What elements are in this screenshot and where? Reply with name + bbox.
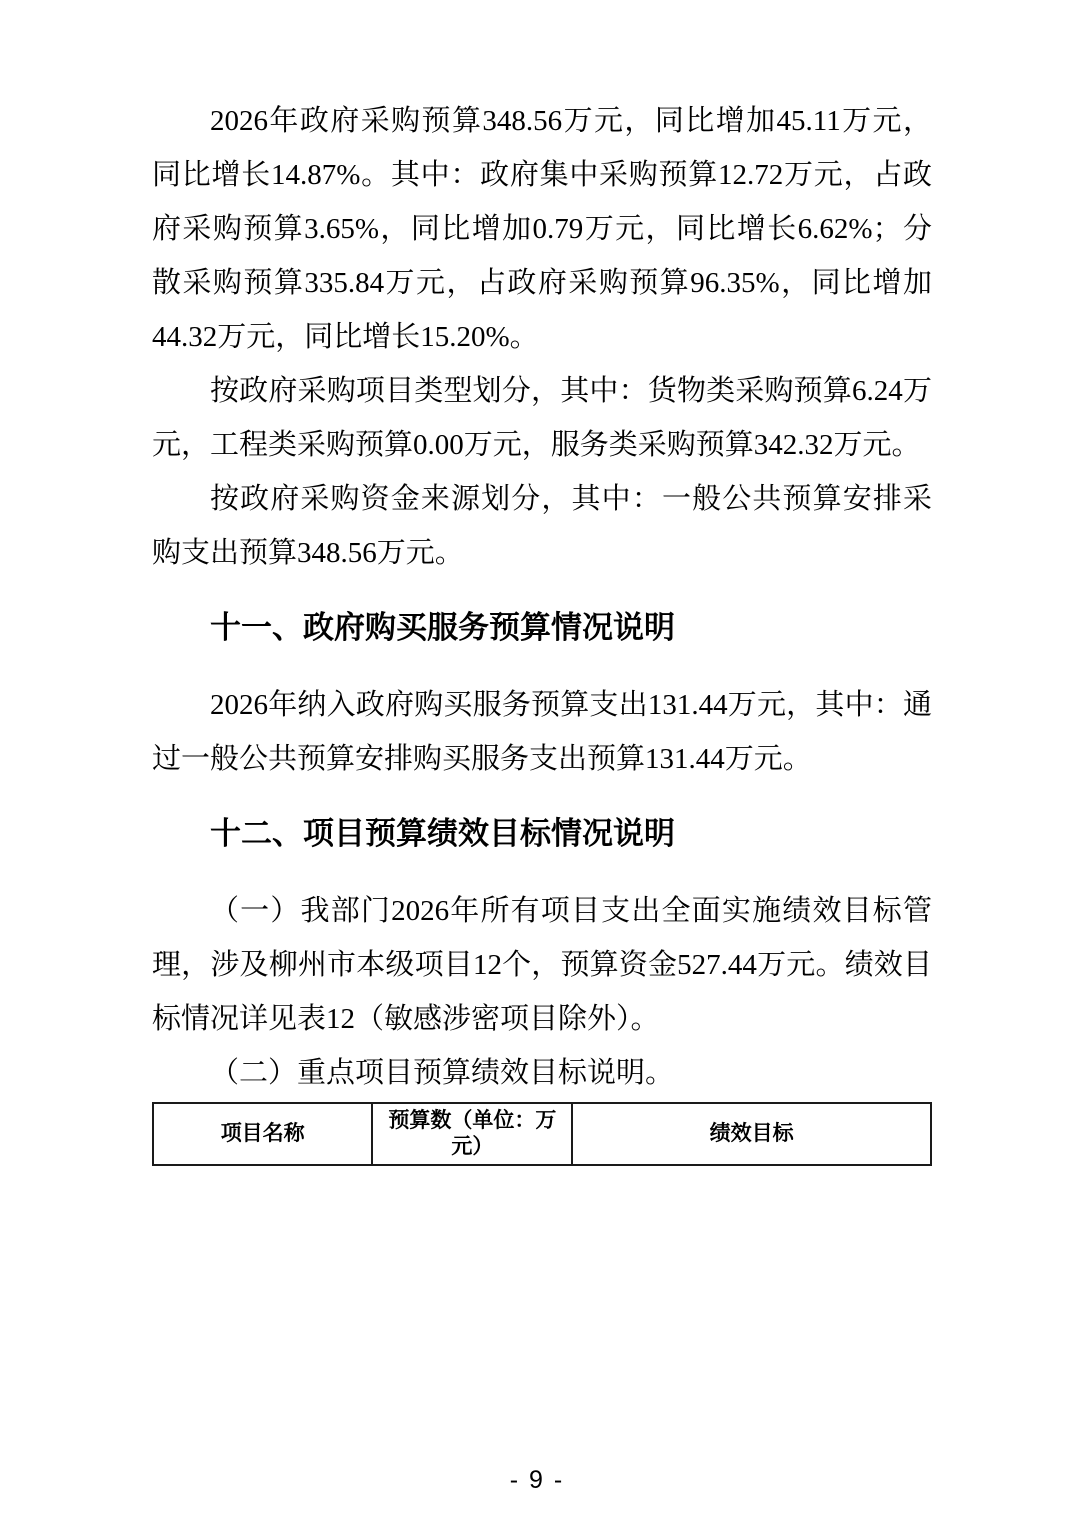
paragraph-service-purchase-budget: 2026年纳入政府购买服务预算支出131.44万元，其中：通过一般公共预算安排购买服务支出预算131.44万元。 [152, 689, 932, 775]
table-header-row [153, 1103, 931, 1165]
heading-section-12: 十二、项目预算绩效目标情况说明 [210, 816, 675, 851]
heading-section-11: 十一、政府购买服务预算情况说明 [210, 610, 675, 645]
table-header-performance-target: 绩效目标 [572, 1103, 931, 1165]
page-number: - 9 - [509, 1466, 565, 1494]
table-header-project-name: 项目名称 [153, 1103, 372, 1165]
paragraph-procurement-by-type: 按政府采购项目类型划分，其中：货物类采购预算6.24万元，工程类采购预算0.00万元，服务类采购预算342.32万元。 [152, 375, 932, 461]
document-content [152, 94, 932, 1166]
paragraph-procurement-overview: 2026年政府采购预算348.56万元，同比增加45.11万元，同比增长14.87%。其中：政府集中采购预算12.72万元，占政府采购预算3.65%，同比增加0.79万元，同比增长6.62%；分散采购预算335.84万元，占政府采购预算96.35%，同比增加44.32万元，同比增长15.20%。 [152, 105, 932, 353]
table-header-budget-amount: 预算数（单位：万元） [372, 1103, 572, 1165]
paragraph-performance-target-overview: （一）我部门2026年所有项目支出全面实施绩效目标管理，涉及柳州市本级项目12个，预算资金527.44万元。绩效目标情况详见表12（敏感涉密项目除外）。 [152, 895, 932, 1035]
paragraph-procurement-by-fund-source: 按政府采购资金来源划分，其中：一般公共预算安排采购支出预算348.56万元。 [152, 483, 932, 569]
performance-target-table [152, 1102, 932, 1166]
paragraph-key-project-targets: （二）重点项目预算绩效目标说明。 [210, 1057, 675, 1089]
